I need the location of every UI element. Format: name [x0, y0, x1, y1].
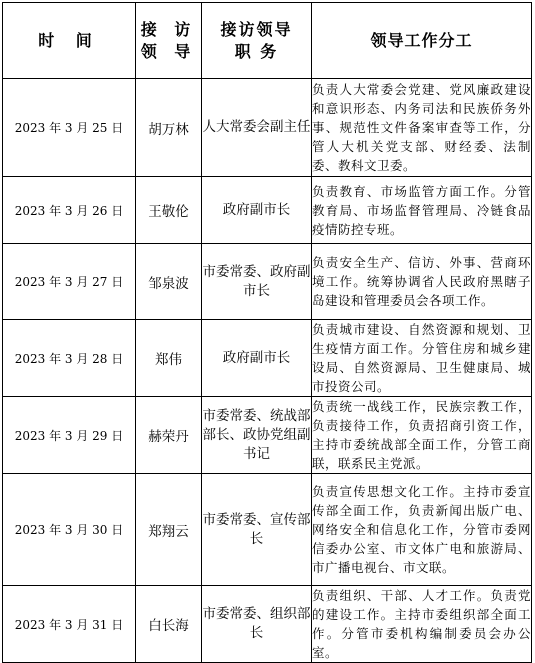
header-position-text: 接访领导 职 务 — [220, 19, 293, 61]
date-cell: 2023 年 3 月 31 日 — [3, 586, 136, 663]
table-row — [3, 79, 532, 177]
date-cell: 2023 年 3 月 26 日 — [3, 177, 136, 244]
table-row — [3, 397, 532, 474]
duties-cell: 负责教育、市场监管方面工作。分管教育局、市场监督管理局、冷链食品疫情防控专班。 — [312, 177, 532, 244]
date-cell: 2023 年 3 月 28 日 — [3, 320, 136, 397]
reception-schedule-table — [2, 2, 532, 663]
position-cell: 人大常委会副主任 — [202, 79, 312, 177]
duties-cell: 负责组织、干部、人才工作。负责党的建设工作。主持市委组织部全面工作。分管市委机构编制委员会办公室。 — [312, 586, 532, 663]
leader-name-cell: 赫荣丹 — [136, 397, 202, 474]
header-division — [312, 3, 532, 79]
header-division-text: 领导工作分工 — [370, 30, 473, 50]
position-cell: 市委常委、统战部部长、政协党组副书记 — [202, 397, 312, 474]
leader-name-cell: 郑伟 — [136, 320, 202, 397]
table-row — [3, 177, 532, 244]
table-row — [3, 244, 532, 320]
date-cell: 2023 年 3 月 29 日 — [3, 397, 136, 474]
position-cell: 市委常委、组织部长 — [202, 586, 312, 663]
table-row — [3, 586, 532, 663]
duties-cell: 负责宣传思想文化工作。主持市委宣传部全面工作，负责新闻出版广电、网络安全和信息化工作，分管市委网信委办公室、市文体广电和旅游局、市广播电视台、市文联。 — [312, 474, 532, 586]
header-row — [3, 3, 532, 79]
duties-cell: 负责人大常委会党建、党风廉政建设和意识形态、内务司法和民族侨务外事、规范性文件备案审查等工作，分管人大机关党支部、财经委、法制委、教科文卫委。 — [312, 79, 532, 177]
leader-name-cell: 郑翔云 — [136, 474, 202, 586]
date-cell: 2023 年 3 月 25 日 — [3, 79, 136, 177]
position-cell: 政府副市长 — [202, 177, 312, 244]
position-cell: 政府副市长 — [202, 320, 312, 397]
position-cell: 市委常委、宣传部长 — [202, 474, 312, 586]
table-row — [3, 320, 532, 397]
leader-name-cell: 胡万林 — [136, 79, 202, 177]
position-cell: 市委常委、政府副市长 — [202, 244, 312, 320]
header-leader-text: 接 访 领 导 — [140, 19, 197, 61]
table-row — [3, 474, 532, 586]
header-position — [202, 3, 312, 79]
leader-name-cell: 邹泉波 — [136, 244, 202, 320]
duties-cell: 负责城市建设、自然资源和规划、卫生疫情方面工作。分管住房和城乡建设局、自然资源局、卫生健康局、城市投资公司。 — [312, 320, 532, 397]
duties-cell: 负责统一战线工作，民族宗教工作，负责接待工作，负责招商引资工作，主持市委统战部全面工作，分管工商联，联系民主党派。 — [312, 397, 532, 474]
header-leader — [136, 3, 202, 79]
date-cell: 2023 年 3 月 27 日 — [3, 244, 136, 320]
leader-name-cell: 白长海 — [136, 586, 202, 663]
header-time: 时 间 — [3, 3, 136, 79]
leader-name-cell: 王敬伦 — [136, 177, 202, 244]
date-cell: 2023 年 3 月 30 日 — [3, 474, 136, 586]
duties-cell: 负责安全生产、信访、外事、营商环境工作。统筹协调省人民政府黑瞎子岛建设和管理委员会各项工作。 — [312, 244, 532, 320]
